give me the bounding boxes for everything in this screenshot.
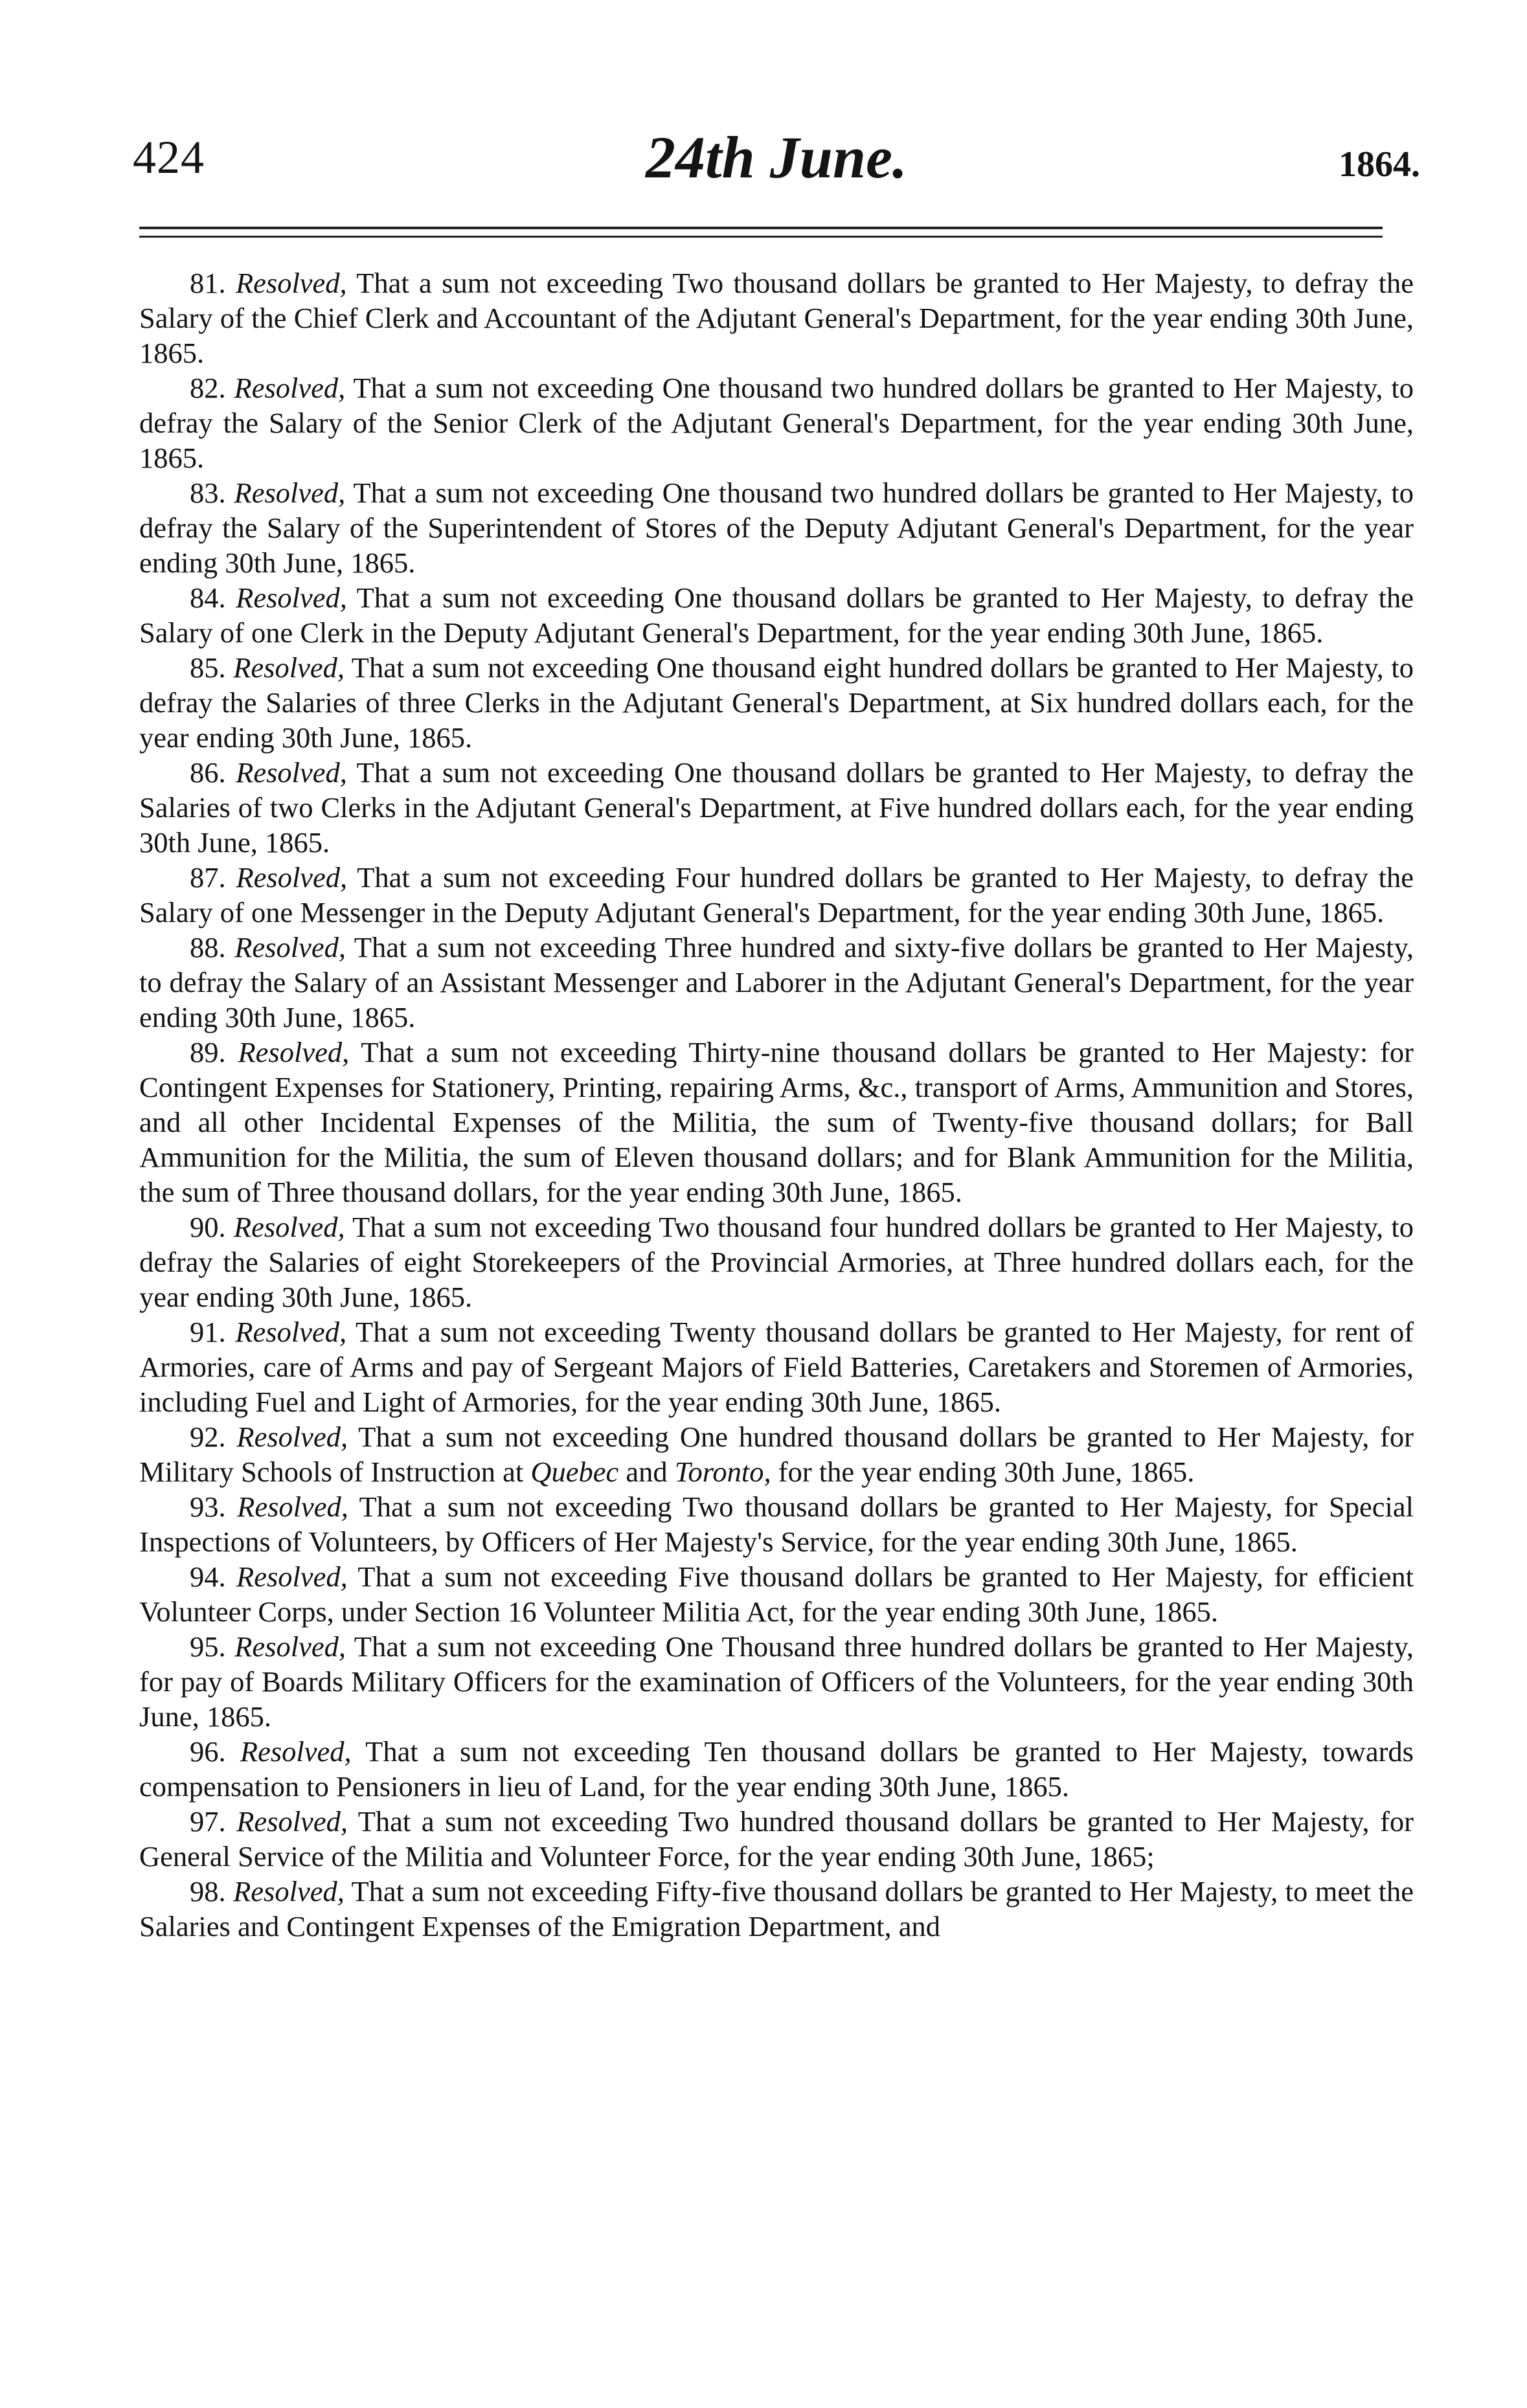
resolution-number: 95.: [190, 1630, 226, 1663]
running-title: 24th June.: [646, 124, 907, 190]
resolution-98: [139, 1874, 1414, 1944]
resolution-85: [139, 650, 1414, 755]
page-header: [133, 122, 1420, 199]
resolutions-body: [139, 265, 1414, 1944]
resolution-number: 85.: [190, 651, 226, 684]
resolution-text: That a sum not exceeding Two hundred thousand dollars be granted to Her Majesty, for General Service of the Militia and Volunteer Force, for the year ending 30th June, 1865;: [139, 1805, 1414, 1873]
resolution-text: That a sum not exceeding One thousand two hundred dollars be granted to Her Majesty, to defray the Salary of the Senior Clerk of the Adjutant General's Department, for the year ending 30th June, 1865.: [139, 372, 1414, 474]
resolution-number: 98.: [190, 1875, 226, 1907]
resolution-93: [139, 1489, 1414, 1559]
resolution-text: That a sum not exceeding Three hundred and sixty-five dollars be granted to Her Majesty, to defray the Salary of an Assistant Messenger and Laborer in the Adjutant General's Department, for the year ending 30th June, 1865.: [139, 931, 1414, 1033]
page-number: 424: [133, 131, 205, 183]
resolution-text-joiner: and: [618, 1456, 675, 1488]
resolution-82: [139, 370, 1414, 475]
resolution-number: 81.: [190, 267, 226, 299]
resolution-text-end: for the year ending 30th June, 1865.: [771, 1456, 1195, 1488]
resolution-89: [139, 1035, 1414, 1210]
resolution-text: That a sum not exceeding One thousand dollars be granted to Her Majesty, to defray the Salary of one Clerk in the Deputy Adjutant General's Department, for the year ending 30th June, 1865.: [139, 581, 1414, 649]
place-name-toronto: Toronto,: [674, 1456, 771, 1488]
resolution-95: [139, 1629, 1414, 1734]
resolution-keyword: Resolved,: [235, 1316, 347, 1348]
resolution-81: [139, 265, 1414, 370]
resolution-87: [139, 860, 1414, 930]
resolution-text: That a sum not exceeding One Thousand three hundred dollars be granted to Her Majesty, for pay of Boards Military Officers for the examination of Officers of the Volunteers, for the year ending 30th June, 1865.: [139, 1630, 1414, 1733]
resolution-keyword: Resolved,: [236, 581, 347, 614]
place-name-quebec: Quebec: [530, 1456, 619, 1488]
resolution-number: 97.: [190, 1805, 226, 1838]
resolution-keyword: Resolved,: [234, 931, 346, 963]
resolution-number: 89.: [190, 1036, 226, 1068]
resolution-86: [139, 755, 1414, 860]
resolution-91: [139, 1314, 1414, 1419]
resolution-text: That a sum not exceeding Five thousand dollars be granted to Her Majesty, for efficient Volunteer Corps, under Section 16 Volunteer Militia Act, for the year ending 30th June, 1865.: [139, 1560, 1414, 1628]
resolution-keyword: Resolved,: [236, 1421, 348, 1453]
resolution-97: [139, 1804, 1414, 1874]
resolution-text: That a sum not exceeding Two thousand dollars be granted to Her Majesty, to defray the Salary of the Chief Clerk and Accountant of the Adjutant General's Department, for the year ending 30th June, 1865.: [139, 267, 1414, 369]
resolution-text: That a sum not exceeding Fifty-five thousand dollars be granted to Her Majesty, to meet the Salaries and Contingent Expenses of the Emigration Department, and: [139, 1875, 1414, 1942]
resolution-96: [139, 1734, 1414, 1804]
resolution-keyword: Resolved,: [236, 1560, 348, 1593]
resolution-number: 94.: [190, 1560, 226, 1593]
resolution-number: 88.: [190, 931, 226, 963]
resolution-94: [139, 1559, 1414, 1629]
resolution-84: [139, 580, 1414, 650]
resolution-text: That a sum not exceeding Two thousand four hundred dollars be granted to Her Majesty, to defray the Salaries of eight Storekeepers of the Provincial Armories, at Three hundred dollars each, for the year ending 30th June, 1865.: [139, 1211, 1414, 1313]
resolution-keyword: Resolved,: [235, 267, 347, 299]
header-rule-top: [139, 227, 1383, 229]
header-rule-bottom: [139, 236, 1383, 238]
header-year: 1864.: [1339, 144, 1420, 185]
resolution-number: 83.: [190, 477, 226, 509]
resolution-text: That a sum not exceeding Ten thousand dollars be granted to Her Majesty, towards compensation to Pensioners in lieu of Land, for the year ending 30th June, 1865.: [139, 1735, 1414, 1803]
resolution-number: 86.: [190, 756, 226, 789]
resolution-keyword: Resolved,: [238, 1036, 350, 1068]
resolution-number: 93.: [190, 1491, 226, 1523]
resolution-keyword: Resolved,: [236, 861, 348, 894]
resolution-keyword: Resolved,: [233, 1875, 345, 1907]
resolution-number: 87.: [190, 861, 226, 894]
resolution-88: [139, 930, 1414, 1035]
resolution-text: That a sum not exceeding One thousand eight hundred dollars be granted to Her Majesty, to defray the Salaries of three Clerks in the Adjutant General's Department, at Six hundred dollars each, for the year ending 30th June, 1865.: [139, 651, 1414, 754]
resolution-text: That a sum not exceeding Two thousand dollars be granted to Her Majesty, for Special Inspections of Volunteers, by Officers of Her Majesty's Service, for the year ending 30th June, 1865.: [139, 1491, 1414, 1558]
resolution-number: 82.: [190, 372, 226, 404]
resolution-92: [139, 1419, 1414, 1489]
resolution-text: That a sum not exceeding One thousand two hundred dollars be granted to Her Majesty, to defray the Salary of the Superintendent of Stores of the Deputy Adjutant General's Department, for the year ending 30th June, 1865.: [139, 477, 1414, 579]
resolution-keyword: Resolved,: [233, 651, 345, 684]
resolution-text: That a sum not exceeding One thousand dollars be granted to Her Majesty, to defray the Salaries of two Clerks in the Adjutant General's Department, at Five hundred dollars each, for the year ending 30th June, 1865.: [139, 756, 1414, 859]
resolution-keyword: Resolved,: [240, 1735, 352, 1768]
resolution-number: 91.: [190, 1316, 226, 1348]
resolution-keyword: Resolved,: [234, 372, 346, 404]
resolution-text: That a sum not exceeding Four hundred dollars be granted to Her Majesty, to defray the Salary of one Messenger in the Deputy Adjutant General's Department, for the year ending 30th June, 1865.: [139, 861, 1414, 928]
resolution-keyword: Resolved,: [236, 1805, 348, 1838]
resolution-90: [139, 1210, 1414, 1314]
resolution-keyword: Resolved,: [234, 1630, 346, 1663]
resolution-keyword: Resolved,: [236, 756, 347, 789]
resolution-text: That a sum not exceeding One hundred thousand dollars be granted to Her Majesty, for Military Schools of Instruction at: [139, 1421, 1414, 1488]
resolution-number: 92.: [190, 1421, 226, 1453]
resolution-83: [139, 475, 1414, 580]
resolution-keyword: Resolved,: [234, 477, 346, 509]
resolution-text: That a sum not exceeding Thirty-nine thousand dollars be granted to Her Majesty: for Contingent Expenses for Stationery, Printing, repairing Arms, &c., transport of Arms, Ammunition and Stores, and all other Incidental Expenses of the Militia, the sum of Twenty-five thousand dollars; for Ball Ammunition for the Militia, the sum of Eleven thousand dollars; and for Blank Ammunition for the Militia, the sum of Three thousand dollars, for the year ending 30th June, 1865.: [139, 1036, 1414, 1208]
resolution-keyword: Resolved,: [233, 1211, 345, 1243]
resolution-number: 90.: [190, 1211, 226, 1243]
resolution-number: 96.: [190, 1735, 226, 1768]
resolution-keyword: Resolved,: [237, 1491, 348, 1523]
resolution-text: That a sum not exceeding Twenty thousand dollars be granted to Her Majesty, for rent of Armories, care of Arms and pay of Sergeant Majors of Field Batteries, Caretakers and Storemen of Armories, including Fuel and Light of Armories, for the year ending 30th June, 1865.: [139, 1316, 1414, 1418]
resolution-number: 84.: [190, 581, 226, 614]
